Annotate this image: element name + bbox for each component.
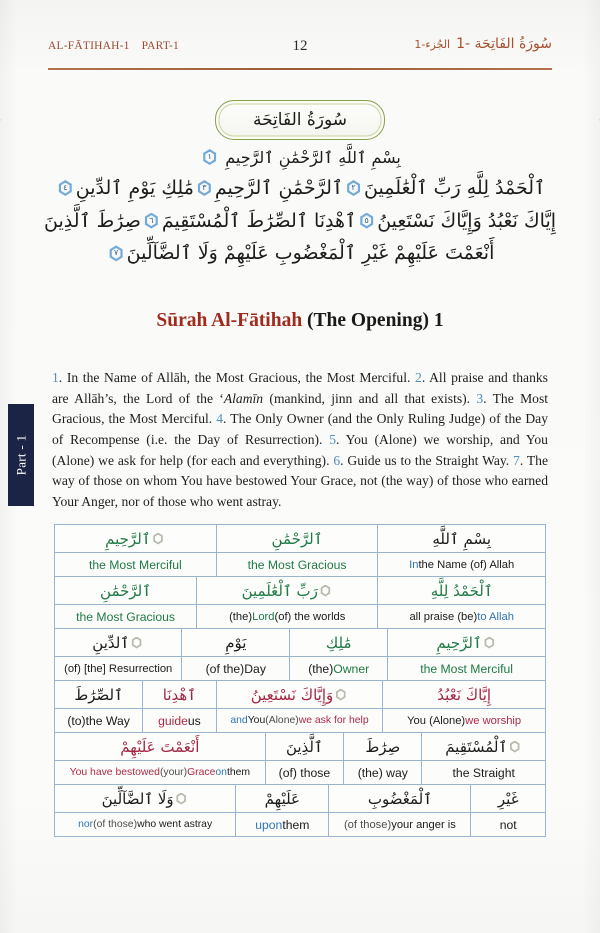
wbw-ayah-marker	[509, 741, 520, 753]
wbw-cell[interactable]	[422, 733, 545, 784]
part-tab-label: Part - 1	[13, 434, 29, 476]
wbw-cell[interactable]	[266, 733, 344, 784]
wbw-arabic-text: ٱلرَّحْمَٰنِ	[271, 529, 323, 548]
verse-number-6: 6	[333, 452, 341, 468]
ayah-marker-4: ٤	[58, 180, 73, 196]
wbw-english-gloss	[266, 760, 343, 784]
wbw-arabic-text: إِيَّاكَ نَعْبُدُ	[437, 685, 492, 704]
wbw-arabic-word	[266, 733, 343, 760]
wbw-english-gloss	[55, 604, 196, 628]
verse-number-7: 7	[513, 452, 520, 468]
wbw-arabic-text: ٱلدِّينِ	[92, 633, 130, 652]
ayah-marker-7: ٧	[109, 245, 124, 261]
verse-number-3: 3	[476, 390, 484, 406]
wbw-gloss-part: (your)	[159, 767, 188, 778]
translation-paragraph	[52, 368, 548, 513]
wbw-arabic-word	[290, 629, 387, 656]
wbw-arabic-text: ٱلرَّحِيمِ	[105, 529, 151, 548]
wbw-english-gloss	[236, 812, 328, 836]
wbw-english-gloss	[471, 812, 545, 836]
floral-ornament-left-icon	[0, 100, 2, 140]
wbw-english-gloss	[388, 656, 545, 680]
wbw-gloss-part: (of those)	[343, 818, 392, 831]
wbw-cell[interactable]	[55, 785, 236, 836]
ayah-text-7b: عَلَيْهِمْ غَيْرِ ٱلْمَغْضُوبِ عَلَيْهِمْ وَلَا ٱلضَّآلِّينَ	[126, 242, 439, 265]
wbw-gloss-part: (of) those	[278, 765, 331, 780]
wbw-arabic-text: ٱلرَّحْمَٰنِ	[100, 581, 152, 600]
wbw-arabic-word	[55, 785, 235, 812]
ayah-marker-2: ٢	[346, 180, 361, 196]
verse-text-5: . You (Alone) we worship, and You (Alone) we ask for help (for each and everything).	[52, 431, 548, 468]
wbw-english-gloss	[55, 552, 216, 576]
verse-text-2-italic: Alamīn	[223, 390, 264, 406]
wbw-cell[interactable]	[217, 525, 379, 576]
wbw-gloss-part: (of) [the] Resurrection	[64, 662, 173, 675]
wbw-english-gloss	[329, 812, 470, 836]
page-number: 12	[292, 38, 308, 54]
wbw-gloss-part: (of) the worlds	[274, 610, 346, 623]
wbw-row	[55, 733, 545, 785]
wbw-gloss-part: us	[187, 713, 201, 728]
wbw-gloss-part: not	[499, 817, 517, 832]
wbw-arabic-text: ٱلْحَمْدُ لِلَّهِ	[430, 581, 493, 600]
wbw-gloss-part: You have bestowed	[69, 767, 160, 778]
wbw-arabic-word	[344, 733, 421, 760]
wbw-gloss-part: we ask for help	[298, 715, 369, 726]
wbw-cell[interactable]	[55, 629, 182, 680]
wbw-arabic-text: ٱلْمَغْضُوبِ	[367, 789, 433, 808]
verse-text-7: . The way of those on whom You have bestowed Your Grace, not (the way) of those who earned Your Anger, nor of those who went astray.	[52, 452, 549, 509]
wbw-gloss-part: (the) way	[357, 765, 408, 780]
verse-text-4: . The Only Owner (and the Only Ruling Judge) of the Day of Recompense (i.e. the Day of Resurrection).	[52, 411, 548, 447]
wbw-arabic-text: وَلَا ٱلضَّآلِّينَ	[101, 789, 174, 808]
wbw-gloss-part: the Straight	[452, 765, 515, 780]
surah-title-arabic: سُورَةُ الفَاتِحَة	[252, 109, 348, 130]
wbw-cell[interactable]	[143, 681, 217, 732]
wbw-gloss-part: and	[230, 715, 248, 726]
wbw-gloss-part: Lord	[252, 610, 275, 623]
wbw-arabic-word	[182, 629, 289, 656]
wbw-gloss-part: your anger is	[391, 818, 456, 831]
wbw-cell[interactable]	[55, 681, 143, 732]
wbw-cell[interactable]	[344, 733, 422, 784]
surah-title-ornament	[0, 95, 600, 145]
wbw-arabic-word	[236, 785, 328, 812]
wbw-cell[interactable]	[217, 681, 384, 732]
wbw-gloss-part: on	[215, 767, 227, 778]
wbw-cell[interactable]	[471, 785, 545, 836]
wbw-gloss-part: all praise (be)	[409, 610, 478, 623]
wbw-gloss-part: upon	[255, 817, 283, 832]
verse-text-6: . Guide us to the Straight Way.	[340, 452, 514, 468]
wbw-gloss-part: (of the)	[205, 661, 245, 676]
ayah-marker-1: ١	[202, 149, 217, 165]
wbw-gloss-part: the Most Merciful	[420, 661, 513, 676]
wbw-arabic-text: ٱلَّذِينَ	[285, 737, 323, 756]
wbw-gloss-part: who went astray	[137, 819, 213, 830]
wbw-arabic-text: ٱهْدِنَا	[162, 685, 197, 704]
wbw-english-gloss	[197, 604, 377, 628]
ayah-marker-5: ٥	[359, 213, 374, 229]
wbw-english-gloss	[55, 656, 181, 680]
wbw-english-gloss	[55, 708, 142, 732]
wbw-cell[interactable]	[236, 785, 329, 836]
wbw-row	[55, 525, 545, 577]
verse-number-2: 2	[415, 370, 422, 385]
wbw-ayah-marker	[153, 533, 164, 545]
ayah-text-2: ٱلْحَمْدُ لِلَّهِ رَبِّ ٱلْعَٰلَمِينَ	[364, 177, 546, 199]
wbw-cell[interactable]	[55, 733, 266, 784]
wbw-cell[interactable]	[378, 525, 545, 576]
wbw-english-gloss	[378, 604, 545, 628]
ayah-marker-6: ٦	[144, 213, 159, 229]
wbw-english-gloss	[344, 760, 421, 784]
wbw-gloss-part: Day	[244, 661, 266, 676]
wbw-row	[55, 629, 545, 681]
wbw-arabic-text: ٱلْمُسْتَقِيمَ	[445, 737, 508, 756]
verse-text-2b: (mankind, jinn and all that exists).	[263, 390, 477, 406]
wbw-english-gloss	[217, 552, 378, 576]
wbw-gloss-part: them	[226, 767, 251, 778]
wbw-arabic-text: مَٰلِكِ	[325, 633, 352, 652]
wbw-gloss-part: (of those)	[93, 819, 138, 830]
part-tab	[8, 404, 34, 506]
wbw-cell[interactable]	[197, 577, 378, 628]
wbw-arabic-word	[55, 577, 196, 604]
word-by-word-table	[54, 524, 546, 837]
wbw-gloss-part: them	[282, 817, 310, 832]
wbw-ayah-marker	[484, 637, 495, 649]
wbw-arabic-word	[217, 681, 383, 708]
verse-text-1: . In the Name of Allāh, the Most Gracious, the Most Merciful.	[58, 370, 416, 385]
surah-title-cartouche	[215, 100, 385, 140]
wbw-cell[interactable]	[290, 629, 388, 680]
running-header	[48, 36, 552, 62]
wbw-gloss-part: You (Alone)	[407, 714, 466, 727]
wbw-arabic-word	[55, 525, 216, 552]
arabic-verses-block	[42, 146, 558, 270]
wbw-row	[55, 681, 545, 733]
wbw-english-gloss	[290, 656, 387, 680]
wbw-arabic-word	[383, 681, 545, 708]
wbw-arabic-text: ٱلرَّحِيمِ	[436, 633, 482, 652]
verse-number-5: 5	[329, 431, 336, 447]
wbw-arabic-word	[197, 577, 377, 604]
wbw-gloss-part: to Allah	[477, 610, 514, 623]
wbw-row	[55, 577, 545, 629]
wbw-ayah-marker	[335, 689, 346, 701]
wbw-arabic-text: غَيْرِ	[497, 789, 519, 808]
header-juz-arabic: الجُزء-1	[414, 38, 451, 51]
wbw-ayah-marker	[131, 637, 142, 649]
wbw-arabic-text: ٱلصِّرَٰطَ	[74, 685, 123, 704]
basmala-text: بِسْمِ ٱللَّهِ ٱلرَّحْمَٰنِ ٱلرَّحِيمِ	[225, 148, 401, 167]
wbw-arabic-word	[378, 577, 545, 604]
wbw-gloss-part: the Most Gracious	[247, 557, 347, 572]
wbw-gloss-part: the Name (of) Allah	[418, 558, 515, 571]
wbw-arabic-word	[378, 525, 545, 552]
wbw-gloss-part: the Most Gracious	[76, 609, 175, 624]
wbw-arabic-word	[55, 629, 181, 656]
header-right-arabic	[414, 36, 552, 52]
wbw-english-gloss	[422, 760, 545, 784]
wbw-arabic-text: صِرَٰطَ	[365, 737, 401, 756]
surah-heading-subtitle: (The Opening) 1	[307, 310, 444, 331]
wbw-gloss-part: Owner	[333, 661, 370, 676]
wbw-english-gloss	[55, 760, 265, 784]
header-surah-arabic: سُورَةُ الفَاتِحَة -1	[456, 36, 552, 52]
wbw-arabic-word	[55, 681, 142, 708]
wbw-arabic-text: وَإِيَّاكَ نَسْتَعِينُ	[250, 685, 334, 704]
wbw-arabic-word	[55, 733, 265, 760]
wbw-english-gloss	[383, 708, 545, 732]
ayah-text-3: ٱلرَّحْمَٰنِ ٱلرَّحِيمِ	[214, 177, 344, 199]
wbw-ayah-marker	[320, 585, 331, 597]
wbw-arabic-text: بِسْمِ ٱللَّهِ	[432, 529, 492, 548]
wbw-row	[55, 785, 545, 836]
verse-text-3: . The Most Gracious, the Most Merciful.	[52, 390, 549, 427]
ayah-text-5: إِيَّاكَ نَعْبُدُ وَإِيَّاكَ نَسْتَعِينُ	[377, 209, 557, 232]
surah-heading-name: Sūrah Al-Fātihah	[156, 310, 303, 331]
wbw-english-gloss	[55, 812, 235, 836]
ayah-text-7a: صِرَٰطَ ٱلَّذِينَ أَنْعَمْتَ	[43, 209, 495, 265]
wbw-cell[interactable]	[55, 577, 197, 628]
wbw-arabic-word	[471, 785, 545, 812]
ayah-text-6: ٱهْدِنَا ٱلصِّرَٰطَ ٱلْمُسْتَقِيمَ	[161, 209, 357, 232]
basmala-line	[42, 146, 558, 170]
wbw-gloss-part: the Most Merciful	[88, 557, 182, 572]
header-surah-label: AL-FĀTIHAH-1	[48, 40, 130, 52]
verse-number-4: 4	[216, 411, 224, 427]
wbw-arabic-text: أَنْعَمْتَ عَلَيْهِمْ	[120, 737, 200, 756]
wbw-cell[interactable]	[329, 785, 471, 836]
wbw-ayah-marker	[176, 793, 187, 805]
wbw-english-gloss	[143, 708, 216, 732]
wbw-gloss-part: (Alone)	[265, 715, 299, 726]
wbw-english-gloss	[217, 708, 383, 732]
wbw-gloss-part: we worship	[465, 714, 522, 727]
wbw-arabic-word	[422, 733, 545, 760]
wbw-arabic-text: عَلَيْهِمْ	[264, 789, 301, 808]
wbw-gloss-part: (the)	[229, 610, 253, 623]
ayat-lines	[42, 172, 558, 270]
wbw-cell[interactable]	[383, 681, 545, 732]
header-part-label: PART-1	[141, 40, 179, 52]
wbw-english-gloss	[182, 656, 289, 680]
wbw-gloss-part: guide	[158, 713, 188, 728]
wbw-arabic-word	[329, 785, 470, 812]
wbw-gloss-part: (the)	[308, 661, 334, 676]
wbw-english-gloss	[378, 552, 545, 576]
wbw-gloss-part: In	[409, 558, 419, 571]
wbw-cell[interactable]	[55, 525, 217, 576]
wbw-gloss-part: nor	[78, 819, 94, 830]
ayah-marker-3: ٣	[197, 180, 212, 196]
wbw-arabic-word	[388, 629, 545, 656]
verse-number-1: 1	[52, 370, 59, 385]
surah-heading	[48, 310, 552, 332]
ayah-text-4: مَٰلِكِ يَوْمِ ٱلدِّينِ	[75, 177, 194, 199]
wbw-cell[interactable]	[182, 629, 290, 680]
wbw-arabic-text: رَبِّ ٱلْعَٰلَمِينَ	[241, 581, 318, 600]
header-divider	[48, 68, 552, 70]
wbw-cell[interactable]	[388, 629, 545, 680]
verse-text-2a: . All praise and thanks are Allāh’s, the Lord of the ‘	[52, 370, 548, 406]
wbw-gloss-part: (to)	[67, 713, 86, 728]
wbw-gloss-part: Grace	[187, 767, 216, 778]
wbw-cell[interactable]	[378, 577, 545, 628]
wbw-gloss-part: You	[247, 715, 266, 726]
wbw-arabic-word	[143, 681, 216, 708]
wbw-gloss-part: the Way	[85, 713, 130, 728]
wbw-arabic-text: يَوْمِ	[225, 633, 247, 652]
wbw-arabic-word	[217, 525, 378, 552]
